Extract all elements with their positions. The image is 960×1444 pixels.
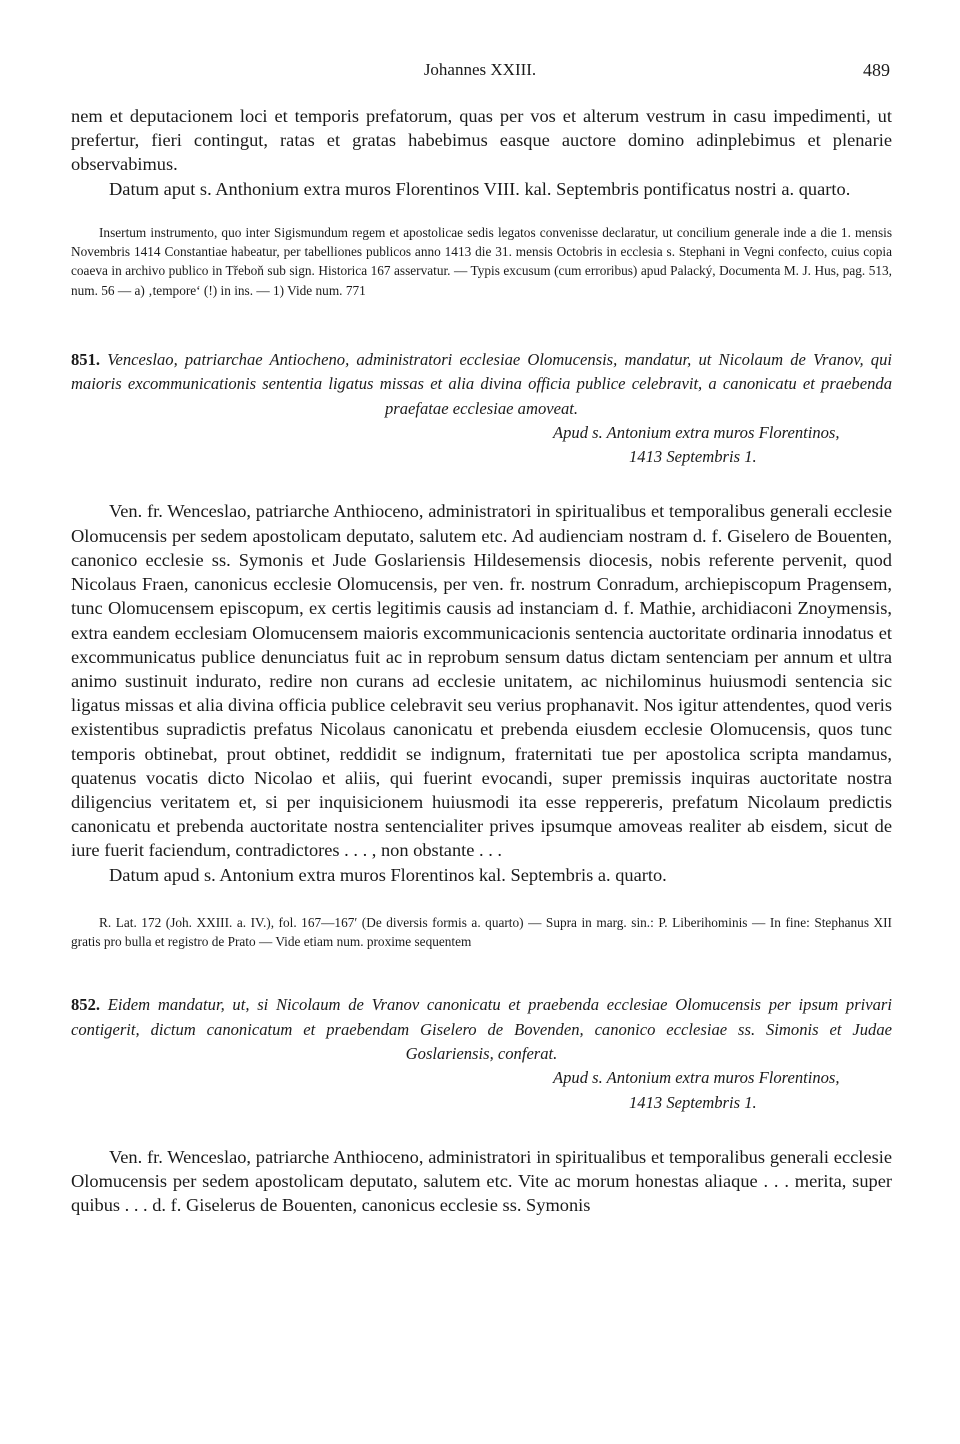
page-number: 489 bbox=[863, 60, 890, 80]
running-head bbox=[0, 58, 960, 84]
document-851-body bbox=[71, 499, 892, 886]
document-851-date: 1413 Septembris 1. bbox=[629, 447, 757, 467]
document-851-regest bbox=[71, 348, 892, 421]
editorial-note-850: Insertum instrumento, quo inter Sigismundum regem et apostolicae sedis legatos convenisse declaratur, ut concilium generale inde a die 1. mensis Novembris 1414 Constantiae habeatur, per tabelliones publicos anno 1413 die 31. mensis Octobris in ecclesia s. Stephani in Vegni confecto, cuius copia coaeva in archivo publico in Třeboň sub sign. Historica 167 asservatur. — Typis excusum (cum erroribus) apud Palacký, Documenta M. J. Hus, pag. 513, num. 56 — a) ‚tempore‘ (!) in ins. — 1) Vide num. 771 bbox=[71, 224, 892, 298]
document-852-heading bbox=[71, 993, 892, 1114]
document-852-regest bbox=[71, 993, 892, 1066]
document-852-text: Ven. fr. Wenceslao, patriarche Anthioceno, administratori in spiritualibus et temporalibus generali ecclesie Olomucensis per sedem apostolicam deputato, salutem etc. Vite ac morum honestas aliaque . . . merita, super quibus . . . d. f. Giselerus de Bouenten, canonicus ecclesie ss. Symonis bbox=[71, 1146, 892, 1216]
continuation-datum: Datum aput s. Anthonium extra muros Florentinos VIII. kal. Septembris pontificatus nostri a. quarto. bbox=[109, 178, 851, 199]
document-851-summary: Venceslao, patriarchae Antiocheno, administratori ecclesiae Olomucensis, mandatur, ut Nicolaum de Vranov, qui maioris excommunicationis sententia ligatus missas et alia divina officia publice celebravit, a canonicatu et praebenda praefatae ecclesiae amoveat. bbox=[71, 350, 892, 418]
document-851-number: 851. bbox=[71, 350, 101, 369]
document-851-datum: Datum apud s. Antonium extra muros Florentinos kal. Septembris a. quarto. bbox=[109, 864, 667, 885]
running-title: Johannes XXIII. bbox=[423, 60, 537, 79]
document-852-summary: Eidem mandatur, ut, si Nicolaum de Vranov canonicatu et praebenda ecclesiae Olomucensis per ipsum privari contigerit, dictum canonicatum et praebendam Giselero de Bovenden, canonico ecclesiae ss. Simonis et Judae Goslariensis, conferat. bbox=[71, 995, 892, 1063]
page-body bbox=[71, 104, 892, 1217]
document-851-place: Apud s. Antonium extra muros Florentinos, bbox=[553, 422, 840, 442]
document-852-place: Apud s. Antonium extra muros Florentinos, bbox=[553, 1068, 840, 1088]
document-851-source-note: R. Lat. 172 (Joh. XXIII. a. IV.), fol. 167—167′ (De diversis formis a. quarto) — Supra in marg. sin.: P. Liberihominis — In fine: Stephanus XII gratis pro bulla et registro de Prato — Vide etiam num. proxime sequentem bbox=[71, 914, 892, 950]
continuation-text: nem et deputacionem loci et temporis prefatorum, quas per vos et alterum vestrum in casu impedimenti, ut prefertur, fieri contingut, ratas et gratas habebimus easque auctore domino adinplebimus et plenarie observabimus. bbox=[71, 106, 892, 175]
document-851-heading bbox=[71, 348, 892, 469]
document-852-body bbox=[71, 1145, 892, 1218]
document-852-date: 1413 Septembris 1. bbox=[629, 1092, 757, 1112]
document-851-text: Ven. fr. Wenceslao, patriarche Anthioceno, administratori in spiritualibus et temporalibus generali ecclesie Olomucensis per sedem apostolicam deputato, salutem etc. Ad audienciam nostram d. f. Giselero de Bouenten, canonico ecclesie ss. Symonis et Jude Goslariensis Hildesemensis diocesis, nobis referente pervenit, quod Nicolaus Fraen, canonicus ecclesie Olomucensis, per ven. fr. nostrum Conradum, archiepiscopum Pragensem, tunc Olomucensem episcopum, ex certis legitimis causis ad instanciam d. f. Mathie, archidiaconi Znoymensis, extra eandem ecclesiam Olomucensem maioris excommunicacionis sentencia auctoritate ordinaria innodatus et excommunicatus publice denunciatus fuit ac in reprobum sensum datus dictam sentenciam per annum et ultra animo sustinuit indurato, redire non curans ad ecclesie unitatem, ac nichilominus huiusmodi sentencia sic ligatus missas et alia divina officia publice celebravit seu verius prophanavit. Nos igitur attendentes, quod veris existentibus supradictis prefatus Nicolaus canonicatu et prebenda eiusdem ecclesie Olomucensis, quos tunc temporis obtinebat, prout obtinet, reddidit se indignum, fraternitati tue per apostolica scripta mandamus, quatenus vocatis dicto Nicolao et aliis, qui fuerint evocandi, super premissis inquiras auctoritate nostra diligencius veritatem et, si per inquisicionem huiusmodi ita esse reppereris, prefatum Nicolaum predictis canonicatu et prebenda auctoritate nostra sentencialiter prives ipsumque amoveas realiter ab eisdem, sicut de iure fuerit faciendum, contradictores . . . , non obstante . . . bbox=[71, 501, 892, 861]
document-852-number: 852. bbox=[71, 995, 101, 1015]
